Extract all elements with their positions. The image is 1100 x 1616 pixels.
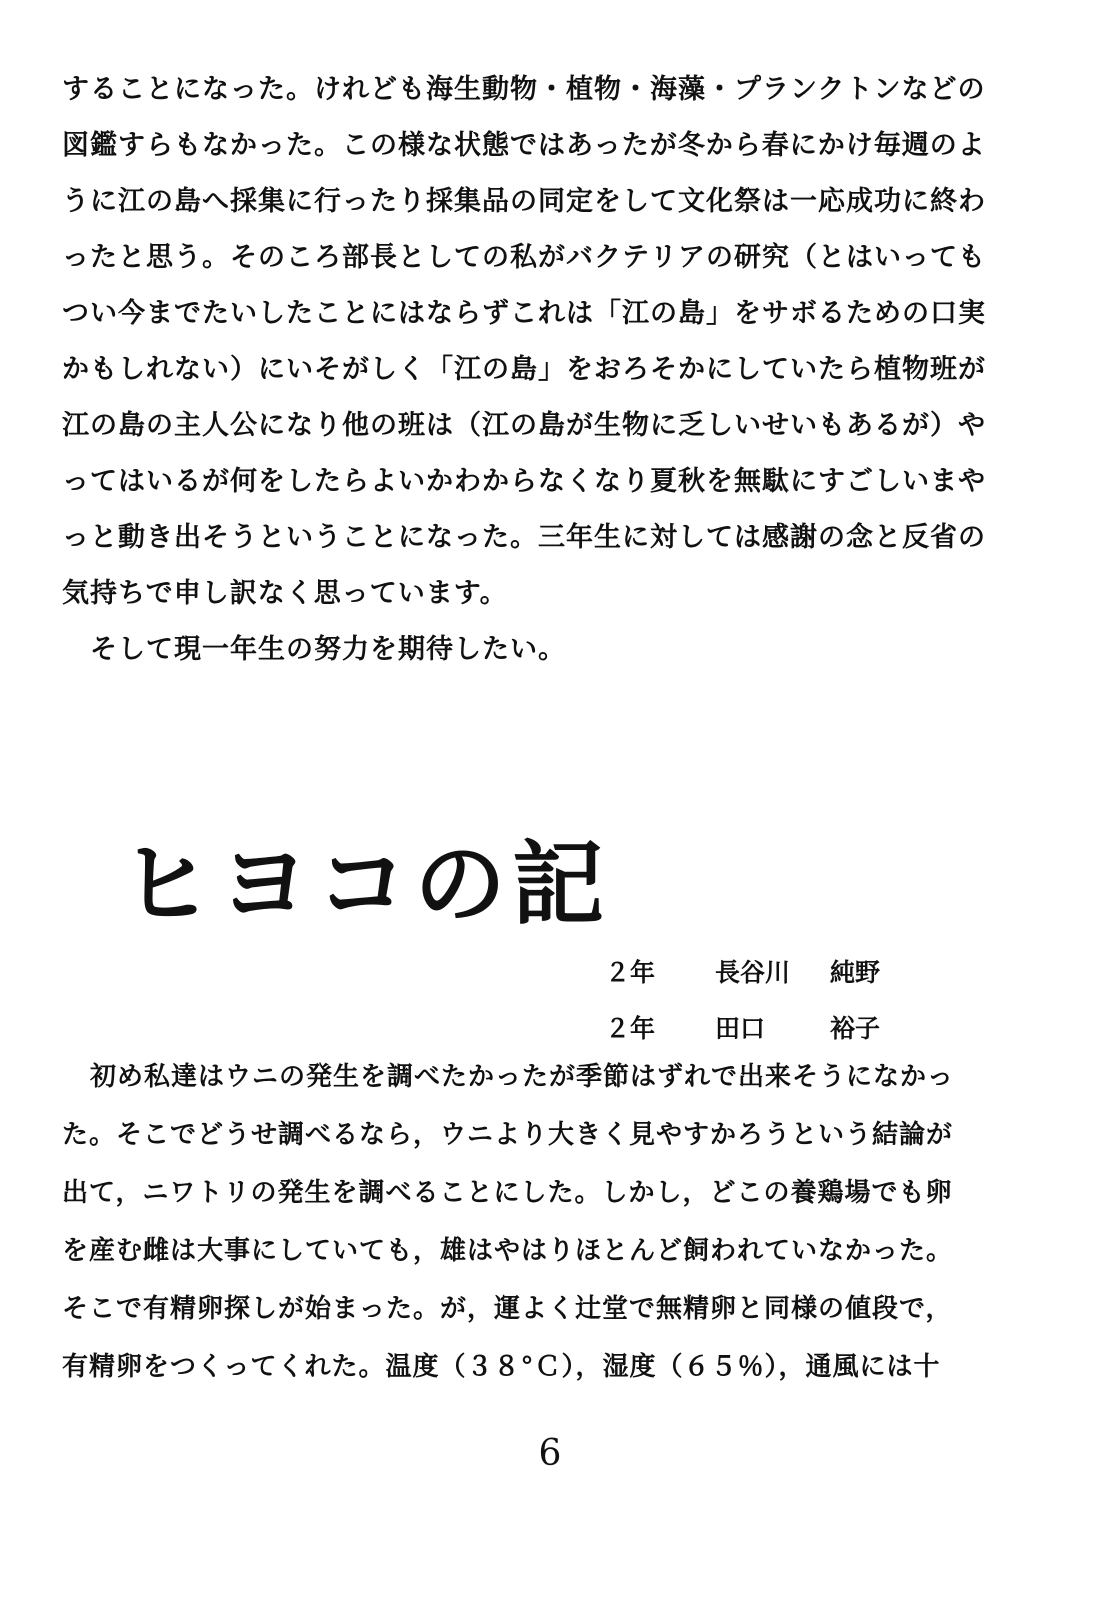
text-line: そこで有精卵探しが始まった。が，運よく辻堂で無精卵と同様の値段で，	[62, 1294, 953, 1324]
text-line: 出て，ニワトリの発生を調べることにした。しかし，どこの養鶏場でも卵	[62, 1178, 953, 1208]
text-line: ったと思う。そのころ部長としての私がバクテリアの研究（とはいっても	[62, 242, 986, 273]
closing-line: そして現一年生の努力を期待したい。	[90, 634, 566, 665]
previous-article-text	[62, 62, 1022, 678]
author-family-name: 長谷川	[715, 958, 791, 987]
text-line: うに江の島へ採集に行ったり採集品の同定をして文化祭は一応成功に終わ	[62, 186, 986, 217]
text-line: た。そこでどうせ調べるなら，ウニより大きく見やすかろうという結論が	[62, 1120, 954, 1150]
author-grade: ２年	[605, 958, 656, 987]
text-line: 気持ちで申し訳なく思っています。	[62, 578, 508, 609]
text-line: 江の島の主人公になり他の班は（江の島が生物に乏しいせいもあるが）や	[62, 410, 986, 441]
author-grade: ２年	[605, 1014, 656, 1043]
article-body	[62, 1048, 1022, 1396]
text-line: 有精卵をつくってくれた。温度（３８°Ｃ），湿度（６５％），通風には十	[62, 1352, 941, 1382]
text-line: かもしれない）にいそがしく「江の島」をおろそかにしていたら植物班が	[62, 354, 986, 385]
text-line: っと動き出そうということになった。三年生に対しては感謝の念と反省の	[62, 522, 986, 553]
author-given-name: 裕子	[830, 1014, 881, 1043]
article-title: ヒヨコの記	[120, 831, 611, 938]
text-line: することになった。けれども海生動物・植物・海藻・プランクトンなどの	[62, 74, 986, 105]
author-family-name: 田口	[715, 1014, 766, 1043]
text-line: を産む雌は大事にしていても，雄はやはりほとんど飼われていなかった。	[62, 1236, 954, 1266]
author-list	[605, 945, 1005, 1057]
text-line: 初め私達はウニの発生を調べたかったが季節はずれで出来そうになかっ	[90, 1062, 955, 1092]
text-line: ってはいるが何をしたらよいかわからなくなり夏秋を無駄にすごしいまや	[62, 466, 986, 497]
text-line: つい今までたいしたことにはならずこれは「江の島」をサボるための口実	[62, 298, 986, 329]
text-line: 図鑑すらもなかった。この様な状態ではあったが冬から春にかけ毎週のよ	[62, 130, 986, 161]
author-given-name: 純野	[830, 958, 881, 987]
page-number: 6	[538, 1433, 562, 1474]
author-row	[605, 945, 1005, 1001]
